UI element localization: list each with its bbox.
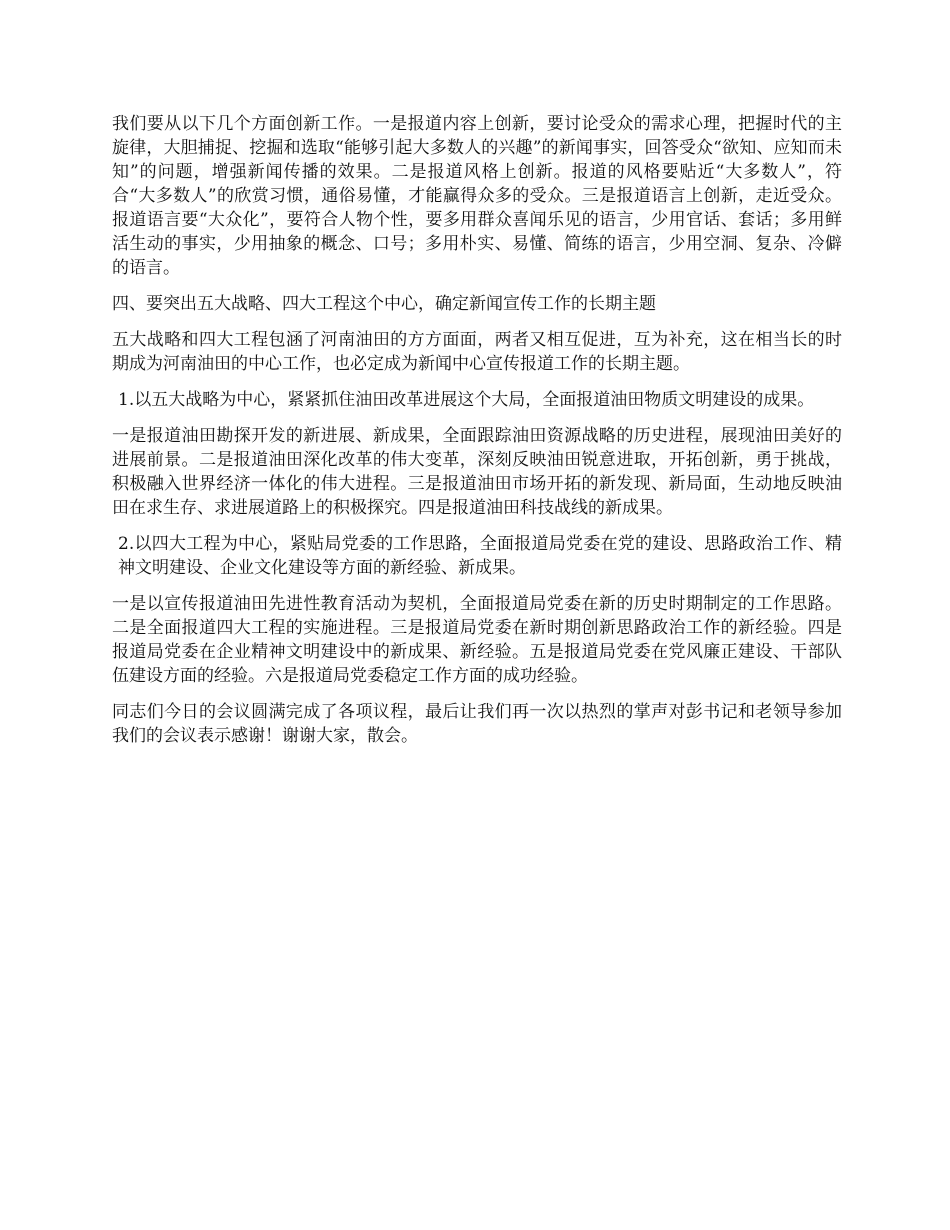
section-heading-four: 四、要突出五大战略、四大工程这个中心，确定新闻宣传工作的长期主题 [112, 294, 656, 314]
paragraph-closing: 同志们今日的会议圆满完成了各项议程，最后让我们再一次以热烈的掌声对彭书记和老领导参加我们的会议表示感谢！谢谢大家，散会。 [112, 702, 842, 746]
paragraph-item-2-detail: 一是以宣传报道油田先进性教育活动为契机，全面报道局党委在新的历史时期制定的工作思路。二是全面报道四大工程的实施进程。三是报道局党委在新时期创新思路政治工作的新经验。四是报道局党委在企业精神文明建设中的新成果、新经验。五是报道局党委在党风廉正建设、干部队伍建设方面的经验。六是报道局党委稳定工作方面的成功经验。 [112, 594, 842, 686]
document-page [112, 112, 842, 760]
paragraph-innovation: 我们要从以下几个方面创新工作。一是报道内容上创新，要讨论受众的需求心理，把握时代的主旋律，大胆捕捉、挖掘和选取“能够引起大多数人的兴趣”的新闻事实，回答受众“欲知、应知而未知”的问题，增强新闻传播的效果。二是报道风格上创新。报道的风格要贴近“大多数人”，符合“大多数人”的欣赏习惯，通俗易懂，才能赢得众多的受众。三是报道语言上创新，走近受众。报道语言要“大众化”，要符合人物个性，要多用群众喜闻乐见的语言，少用官话、套话；多用鲜活生动的事实，少用抽象的概念、口号；多用朴实、易懂、简练的语言，少用空洞、复杂、冷僻的语言。 [112, 114, 842, 278]
numbered-item-1: 1.以五大战略为中心，紧紧抓住油田改革进展这个大局，全面报道油田物质文明建设的成果。 [118, 390, 815, 410]
numbered-item-2: 2.以四大工程为中心，紧贴局党委的工作思路，全面报道局党委在党的建设、思路政治工作、精神文明建设、企业文化建设等方面的新经验、新成果。 [118, 534, 842, 578]
paragraph-item-1-detail: 一是报道油田勘探开发的新进展、新成果，全面跟踪油田资源战略的历史进程，展现油田美好的进展前景。二是报道油田深化改革的伟大变革，深刻反映油田锐意进取，开拓创新，勇于挑战，积极融入世界经济一体化的伟大进程。三是报道油田市场开拓的新发现、新局面，生动地反映油田在求生存、求进展道路上的积极探究。四是报道油田科技战线的新成果。 [112, 426, 842, 518]
paragraph-long-term-theme: 五大战略和四大工程包涵了河南油田的方方面面，两者又相互促进，互为补充，这在相当长的时期成为河南油田的中心工作，也必定成为新闻中心宣传报道工作的长期主题。 [112, 330, 842, 374]
